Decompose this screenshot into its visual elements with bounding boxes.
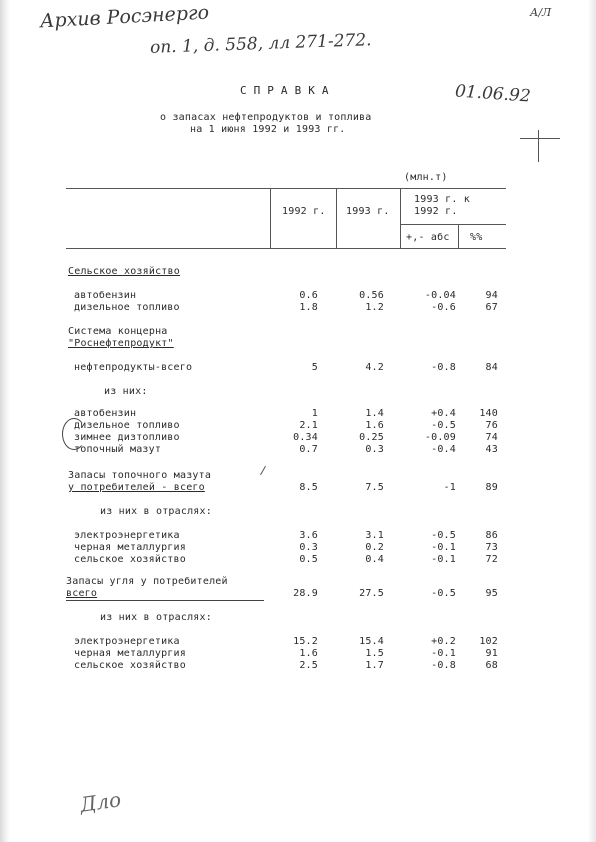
cell-1992: 2.1 xyxy=(299,420,318,431)
cell-1992: 1.6 xyxy=(299,648,318,659)
cell-1993: 1.2 xyxy=(365,302,384,313)
scan-edge-right xyxy=(588,0,596,842)
cell-1993: 0.4 xyxy=(365,554,384,565)
cell-abs: -0.8 xyxy=(431,362,456,373)
cell-1993: 0.25 xyxy=(359,432,384,443)
cell-1993: 0.56 xyxy=(359,290,384,301)
cell-1993: 15.4 xyxy=(359,636,384,647)
cell-1993: 1.7 xyxy=(365,660,384,671)
header-abs: +,- абс xyxy=(406,232,450,243)
row-label: дизельное топливо xyxy=(74,420,180,431)
cell-abs: +0.4 xyxy=(431,408,456,419)
row-label: электроэнергетика xyxy=(74,636,180,647)
row-label: электроэнергетика xyxy=(74,530,180,541)
cell-1992: 0.6 xyxy=(299,290,318,301)
cell-1992: 1.8 xyxy=(299,302,318,313)
row-label: сельское хозяйство xyxy=(74,660,186,671)
cell-abs: -0.5 xyxy=(431,588,456,599)
bottom-signature: Дло xyxy=(78,787,123,817)
cell-pct: 72 xyxy=(485,554,498,565)
header-pct: %% xyxy=(470,232,483,243)
row-label: нефтепродукты-всего xyxy=(74,362,193,373)
row-label: топочный мазут xyxy=(74,444,162,455)
cell-pct: 74 xyxy=(485,432,498,443)
section-heading: Запасы угля у потребителей xyxy=(66,576,228,587)
cell-1993: 1.6 xyxy=(365,420,384,431)
cell-1993: 1.4 xyxy=(365,408,384,419)
row-label: зимнее дизтопливо xyxy=(74,432,180,443)
margin-stroke xyxy=(538,130,539,162)
cell-1992: 15.2 xyxy=(293,636,318,647)
header-top-rule xyxy=(66,188,506,189)
pencil-tick-mark xyxy=(260,466,266,475)
cell-pct: 84 xyxy=(485,362,498,373)
cell-abs: -0.1 xyxy=(431,648,456,659)
cell-pct: 86 xyxy=(485,530,498,541)
cell-abs: -1 xyxy=(443,482,456,493)
handwritten-bracket-mark xyxy=(62,418,86,450)
document-subtitle-line2: на 1 июня 1992 и 1993 гг. xyxy=(190,124,346,135)
cell-1992: 0.5 xyxy=(299,554,318,565)
scan-edge-left xyxy=(0,0,10,842)
cell-pct: 76 xyxy=(485,420,498,431)
cell-1993: 27.5 xyxy=(359,588,384,599)
cell-pct: 91 xyxy=(485,648,498,659)
cell-pct: 68 xyxy=(485,660,498,671)
cell-1993: 3.1 xyxy=(365,530,384,541)
cell-1993: 7.5 xyxy=(365,482,384,493)
header-divider-2 xyxy=(336,188,337,248)
cell-1992: 2.5 xyxy=(299,660,318,671)
cell-pct: 89 xyxy=(485,482,498,493)
cell-abs: -0.1 xyxy=(431,542,456,553)
subgroup-heading: из них в отраслях: xyxy=(100,612,212,623)
cell-1992: 8.5 xyxy=(299,482,318,493)
section-heading: всего xyxy=(66,588,98,599)
cell-pct: 73 xyxy=(485,542,498,553)
header-change-line2: 1992 г. xyxy=(414,206,458,217)
row-label: автобензин xyxy=(74,290,137,301)
cell-abs: -0.09 xyxy=(424,432,456,443)
unit-label: (млн.т) xyxy=(404,172,448,183)
cell-1992: 3.6 xyxy=(299,530,318,541)
row-label: автобензин xyxy=(74,408,137,419)
cell-pct: 102 xyxy=(479,636,498,647)
cell-abs: -0.04 xyxy=(424,290,456,301)
header-bottom-rule xyxy=(66,248,506,249)
corner-mark: А/Л xyxy=(530,6,552,19)
cell-1992: 28.9 xyxy=(293,588,318,599)
cell-pct: 95 xyxy=(485,588,498,599)
row-label: черная металлургия xyxy=(74,542,186,553)
header-divider-1 xyxy=(270,188,271,248)
document-title: С П Р А В К А xyxy=(240,84,329,97)
section-heading: Система концерна xyxy=(68,326,168,337)
subgroup-heading: из них в отраслях: xyxy=(100,506,212,517)
cell-1992: 1 xyxy=(311,408,318,419)
row-label: черная металлургия xyxy=(74,648,186,659)
coal-total-underline xyxy=(66,600,264,601)
section-heading: у потребителей - всего xyxy=(68,482,205,493)
cell-1992: 0.7 xyxy=(299,444,318,455)
archive-reference-line1: Архив Росэнерго xyxy=(39,1,210,33)
cell-abs: -0.5 xyxy=(431,420,456,431)
cell-pct: 140 xyxy=(479,408,498,419)
section-heading: Сельское хозяйство xyxy=(68,266,180,277)
cell-1992: 0.3 xyxy=(299,542,318,553)
cell-pct: 43 xyxy=(485,444,498,455)
date-stamp: 01.06.92 xyxy=(454,81,532,107)
cell-abs: -0.8 xyxy=(431,660,456,671)
header-change-line1: 1993 г. к xyxy=(414,194,470,205)
cell-abs: -0.6 xyxy=(431,302,456,313)
cell-abs: -0.5 xyxy=(431,530,456,541)
cell-1992: 0.34 xyxy=(293,432,318,443)
cell-pct: 94 xyxy=(485,290,498,301)
row-label: дизельное топливо xyxy=(74,302,180,313)
row-label: сельское хозяйство xyxy=(74,554,186,565)
header-divider-3 xyxy=(400,188,401,248)
cell-pct: 67 xyxy=(485,302,498,313)
subgroup-heading: из них: xyxy=(104,386,148,397)
header-1992: 1992 г. xyxy=(282,206,326,217)
header-mid-rule xyxy=(400,224,506,225)
cell-abs: -0.4 xyxy=(431,444,456,455)
cell-1993: 0.3 xyxy=(365,444,384,455)
cell-1993: 0.2 xyxy=(365,542,384,553)
document-subtitle-line1: о запасах нефтепродуктов и топлива xyxy=(160,112,372,123)
section-heading: Запасы топочного мазута xyxy=(68,470,212,481)
cell-1992: 5 xyxy=(311,362,318,373)
section-heading: "Роснефтепродукт" xyxy=(68,338,174,349)
archive-reference-line2: оп. 1, д. 558, лл 271-272. xyxy=(149,30,372,58)
cell-abs: -0.1 xyxy=(431,554,456,565)
margin-dash xyxy=(520,138,560,139)
cell-abs: +0.2 xyxy=(431,636,456,647)
cell-1993: 4.2 xyxy=(365,362,384,373)
cell-1993: 1.5 xyxy=(365,648,384,659)
header-divider-4 xyxy=(458,224,459,248)
header-1993: 1993 г. xyxy=(346,206,390,217)
